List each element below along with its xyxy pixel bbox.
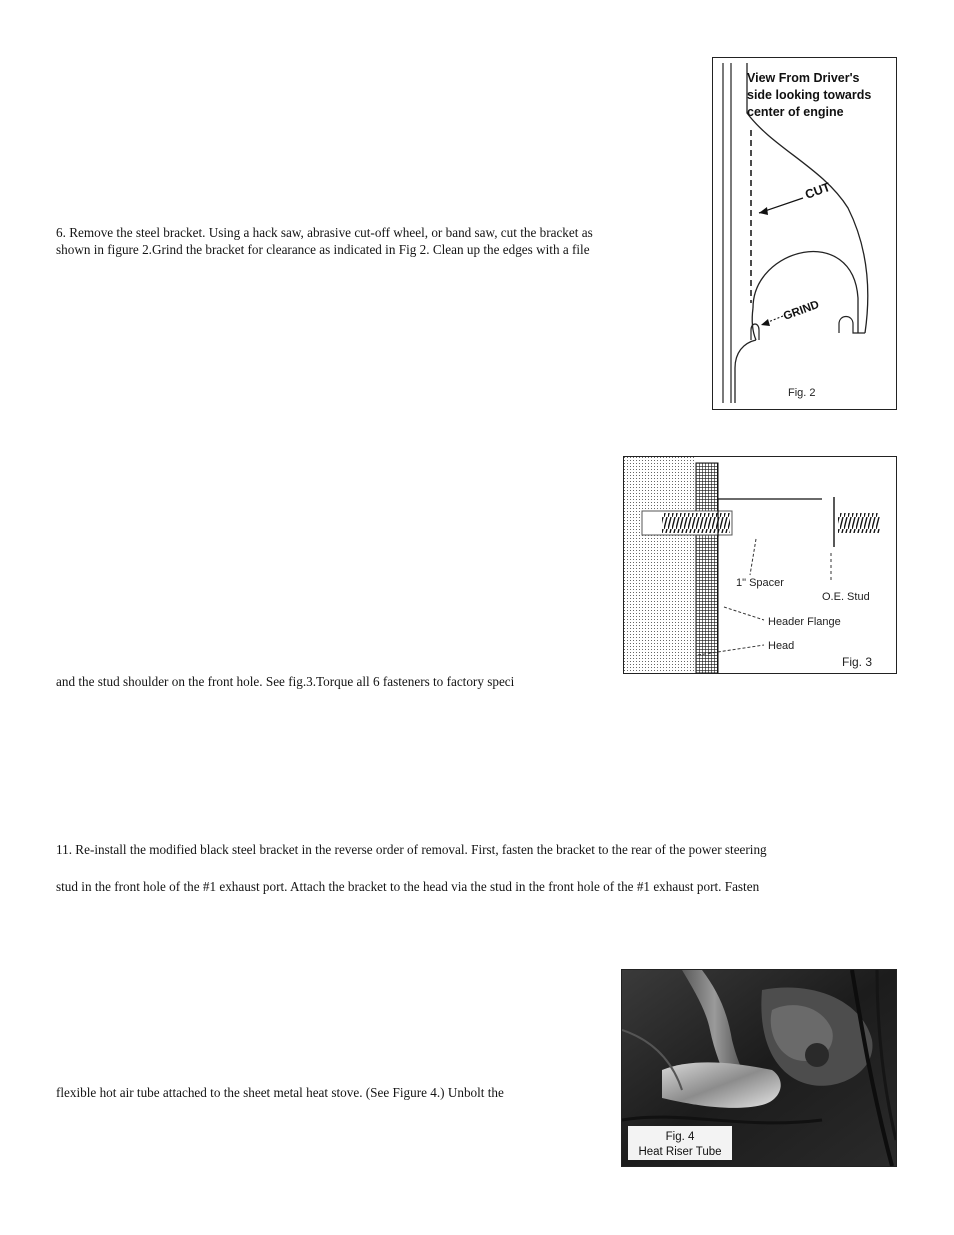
fig3-spacer-label: 1" Spacer <box>736 577 784 589</box>
figure-4-heat-riser-photo <box>621 969 897 1167</box>
step11-text-line1: 11. Re-install the modified black steel bracket in the reverse order of removal. First, fasten the bracket to the rear of the power steering <box>56 842 767 857</box>
fig4-caption-line2: Heat Riser Tube <box>638 1146 722 1158</box>
fig2-cut-label: CUT <box>803 179 833 202</box>
figure-2-bracket-diagram <box>712 57 897 410</box>
fig2-heading-line3: center of engine <box>747 105 844 119</box>
fig4-caption-line1: Fig. 4 <box>665 1131 695 1143</box>
fig3-header-flange-label: Header Flange <box>768 616 841 628</box>
fig3-head-label: Head <box>768 640 795 652</box>
fig2-caption: Fig. 2 <box>788 387 816 399</box>
step6-text-line1: 6. Remove the steel bracket. Using a hack saw, abrasive cut-off wheel, or band saw, cut the bracket as <box>56 225 593 240</box>
fig3-stud-label: O.E. Stud <box>822 591 870 603</box>
fig2-heading-line1: View From Driver's <box>747 71 860 85</box>
figure-3-spacer-diagram <box>623 456 897 674</box>
stud-shoulder-text: and the stud shoulder on the front hole. See fig.3.Torque all 6 fasteners to factory speci <box>56 674 515 689</box>
fig3-caption: Fig. 3 <box>842 655 873 669</box>
fig2-heading-line2: side looking towards <box>747 88 872 102</box>
step11-text-line2: stud in the front hole of the #1 exhaust port. Attach the bracket to the head via the stud in the front hole of the #1 exhaust port. Fasten <box>56 879 760 894</box>
step6-text-line2: shown in figure 2.Grind the bracket for clearance as indicated in Fig 2. Clean up the edges with a file <box>56 242 590 257</box>
fig2-grind-label: GRIND <box>781 298 821 323</box>
heat-stove-text: flexible hot air tube attached to the sheet metal heat stove. (See Figure 4.) Unbolt the <box>56 1085 504 1100</box>
